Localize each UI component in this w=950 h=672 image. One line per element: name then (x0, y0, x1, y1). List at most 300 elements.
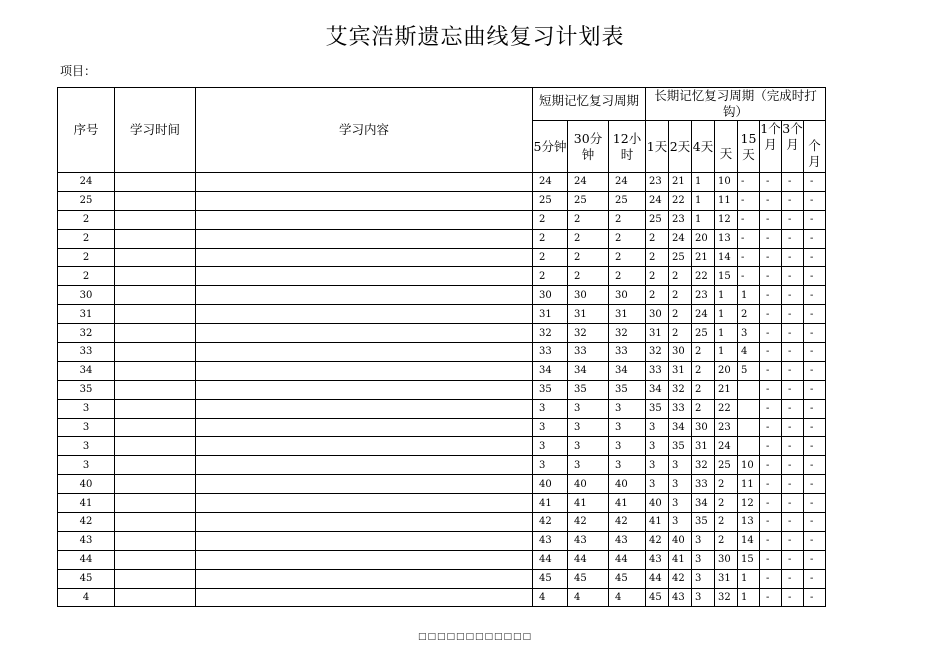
cell-seq: 4 (58, 588, 115, 607)
cell-s3: 41 (609, 494, 646, 513)
cell-study-time[interactable] (115, 210, 196, 229)
cell-l6: - (760, 437, 782, 456)
cell-l7: - (782, 418, 804, 437)
cell-s2: 44 (568, 550, 609, 569)
cell-l5: 10 (738, 456, 760, 475)
header-3month: 3个月 (782, 121, 804, 173)
cell-s1: 2 (533, 248, 568, 267)
cell-l5: - (738, 191, 760, 210)
cell-l4: 15 (715, 267, 738, 286)
cell-l6: - (760, 569, 782, 588)
cell-l3: 3 (692, 531, 715, 550)
cell-study-time[interactable] (115, 286, 196, 305)
cell-l1: 2 (646, 229, 669, 248)
cell-l8: - (804, 343, 826, 362)
cell-l4: 2 (715, 531, 738, 550)
review-plan-table (57, 87, 826, 607)
cell-l8: - (804, 494, 826, 513)
cell-l7: - (782, 588, 804, 607)
cell-l6: - (760, 267, 782, 286)
cell-l4: 1 (715, 305, 738, 324)
cell-l2: 32 (669, 380, 692, 399)
cell-l6: - (760, 286, 782, 305)
cell-l2: 42 (669, 569, 692, 588)
cell-l1: 34 (646, 380, 669, 399)
cell-seq: 32 (58, 324, 115, 343)
cell-s2: 40 (568, 475, 609, 494)
cell-l4: 21 (715, 380, 738, 399)
cell-study-time[interactable] (115, 324, 196, 343)
table-row (58, 531, 826, 550)
cell-l5: 13 (738, 513, 760, 532)
cell-l3: 31 (692, 437, 715, 456)
cell-study-time[interactable] (115, 588, 196, 607)
cell-l6: - (760, 210, 782, 229)
cell-l4: 30 (715, 550, 738, 569)
cell-l2: 35 (669, 437, 692, 456)
cell-content[interactable] (196, 286, 533, 305)
cell-l8: - (804, 380, 826, 399)
cell-l8: - (804, 286, 826, 305)
cell-l7: - (782, 305, 804, 324)
cell-content[interactable] (196, 399, 533, 418)
cell-l8: - (804, 456, 826, 475)
cell-l2: 31 (669, 361, 692, 380)
cell-s2: 2 (568, 229, 609, 248)
cell-s1: 42 (533, 513, 568, 532)
table-row (58, 475, 826, 494)
cell-s2: 25 (568, 191, 609, 210)
cell-content[interactable] (196, 456, 533, 475)
cell-s1: 3 (533, 399, 568, 418)
cell-s1: 34 (533, 361, 568, 380)
cell-l8: - (804, 399, 826, 418)
cell-seq: 41 (58, 494, 115, 513)
cell-s3: 24 (609, 173, 646, 192)
cell-l7: - (782, 475, 804, 494)
cell-l2: 24 (669, 229, 692, 248)
cell-l3: 3 (692, 588, 715, 607)
cell-l2: 43 (669, 588, 692, 607)
cell-s1: 32 (533, 324, 568, 343)
cell-l1: 35 (646, 399, 669, 418)
cell-l4: 20 (715, 361, 738, 380)
cell-study-time[interactable] (115, 437, 196, 456)
cell-seq: 45 (58, 569, 115, 588)
cell-seq: 42 (58, 513, 115, 532)
cell-l8: - (804, 513, 826, 532)
cell-study-time[interactable] (115, 380, 196, 399)
cell-study-time[interactable] (115, 569, 196, 588)
cell-content[interactable] (196, 343, 533, 362)
table-row (58, 494, 826, 513)
table-row (58, 456, 826, 475)
cell-s3: 3 (609, 456, 646, 475)
cell-l1: 24 (646, 191, 669, 210)
cell-l8: - (804, 173, 826, 192)
cell-l2: 2 (669, 286, 692, 305)
cell-l5 (738, 380, 760, 399)
cell-l7: - (782, 324, 804, 343)
cell-l4: 1 (715, 286, 738, 305)
cell-s1: 3 (533, 437, 568, 456)
header-1day: 1天 (646, 121, 669, 173)
cell-study-time[interactable] (115, 361, 196, 380)
cell-s1: 44 (533, 550, 568, 569)
cell-l4: 31 (715, 569, 738, 588)
cell-content[interactable] (196, 210, 533, 229)
cell-l8: - (804, 248, 826, 267)
cell-s3: 43 (609, 531, 646, 550)
cell-l2: 33 (669, 399, 692, 418)
cell-study-time[interactable] (115, 494, 196, 513)
cell-l4: 32 (715, 588, 738, 607)
cell-l6: - (760, 531, 782, 550)
cell-content[interactable] (196, 191, 533, 210)
cell-l4: 1 (715, 324, 738, 343)
header-study-time: 学习时间 (115, 88, 196, 173)
cell-content[interactable] (196, 305, 533, 324)
cell-s2: 42 (568, 513, 609, 532)
cell-study-time[interactable] (115, 191, 196, 210)
cell-l7: - (782, 513, 804, 532)
page-footer: □□□□□□□□□□□□ (417, 632, 533, 642)
cell-l4: 23 (715, 418, 738, 437)
cell-l4: 2 (715, 475, 738, 494)
cell-s1: 4 (533, 588, 568, 607)
cell-s1: 31 (533, 305, 568, 324)
cell-s3: 2 (609, 229, 646, 248)
cell-l8: - (804, 475, 826, 494)
cell-l7: - (782, 173, 804, 192)
cell-l2: 23 (669, 210, 692, 229)
cell-seq: 3 (58, 418, 115, 437)
cell-s1: 3 (533, 418, 568, 437)
table-row (58, 418, 826, 437)
cell-l8: - (804, 437, 826, 456)
cell-s1: 41 (533, 494, 568, 513)
cell-l2: 30 (669, 343, 692, 362)
cell-l3: 2 (692, 399, 715, 418)
table-row (58, 267, 826, 286)
cell-s3: 25 (609, 191, 646, 210)
cell-l2: 40 (669, 531, 692, 550)
cell-l8: - (804, 550, 826, 569)
cell-l6: - (760, 456, 782, 475)
cell-l5: 14 (738, 531, 760, 550)
cell-l6: - (760, 418, 782, 437)
cell-s2: 41 (568, 494, 609, 513)
cell-s3: 45 (609, 569, 646, 588)
cell-l3: 2 (692, 343, 715, 362)
cell-l7: - (782, 191, 804, 210)
cell-l2: 2 (669, 267, 692, 286)
table-row (58, 305, 826, 324)
cell-seq: 33 (58, 343, 115, 362)
cell-l6: - (760, 513, 782, 532)
cell-l5 (738, 418, 760, 437)
cell-l1: 33 (646, 361, 669, 380)
cell-seq: 24 (58, 173, 115, 192)
cell-s2: 2 (568, 267, 609, 286)
cell-l8: - (804, 210, 826, 229)
cell-seq: 2 (58, 229, 115, 248)
cell-s3: 40 (609, 475, 646, 494)
cell-l2: 2 (669, 324, 692, 343)
table-row (58, 229, 826, 248)
cell-l7: - (782, 456, 804, 475)
cell-s3: 2 (609, 210, 646, 229)
cell-l3: 3 (692, 569, 715, 588)
cell-l5 (738, 437, 760, 456)
cell-l3: 34 (692, 494, 715, 513)
cell-content[interactable] (196, 361, 533, 380)
cell-content[interactable] (196, 229, 533, 248)
cell-l5: 15 (738, 550, 760, 569)
cell-l1: 2 (646, 267, 669, 286)
cell-study-time[interactable] (115, 513, 196, 532)
cell-study-time[interactable] (115, 531, 196, 550)
cell-l6: - (760, 494, 782, 513)
cell-content[interactable] (196, 380, 533, 399)
cell-l5: 3 (738, 324, 760, 343)
cell-s2: 3 (568, 437, 609, 456)
cell-l5: 1 (738, 588, 760, 607)
cell-l5: 5 (738, 361, 760, 380)
cell-study-time[interactable] (115, 305, 196, 324)
cell-content[interactable] (196, 494, 533, 513)
cell-s3: 2 (609, 267, 646, 286)
cell-l1: 32 (646, 343, 669, 362)
cell-l4: 25 (715, 456, 738, 475)
cell-l1: 3 (646, 418, 669, 437)
cell-l5: - (738, 210, 760, 229)
cell-content[interactable] (196, 475, 533, 494)
table-row (58, 173, 826, 192)
cell-s2: 43 (568, 531, 609, 550)
cell-l2: 3 (669, 475, 692, 494)
table-row (58, 550, 826, 569)
cell-s1: 43 (533, 531, 568, 550)
cell-l3: 25 (692, 324, 715, 343)
cell-l5: - (738, 173, 760, 192)
cell-s2: 31 (568, 305, 609, 324)
cell-s2: 24 (568, 173, 609, 192)
cell-seq: 3 (58, 399, 115, 418)
cell-l5: 2 (738, 305, 760, 324)
cell-content[interactable] (196, 324, 533, 343)
cell-l7: - (782, 210, 804, 229)
cell-l3: 20 (692, 229, 715, 248)
cell-l4: 22 (715, 399, 738, 418)
cell-s1: 30 (533, 286, 568, 305)
cell-s2: 32 (568, 324, 609, 343)
cell-l1: 44 (646, 569, 669, 588)
cell-l2: 2 (669, 305, 692, 324)
cell-s3: 34 (609, 361, 646, 380)
cell-l7: - (782, 229, 804, 248)
header-short-term-group: 短期记忆复习周期 (533, 88, 646, 121)
cell-l6: - (760, 550, 782, 569)
cell-l1: 45 (646, 588, 669, 607)
cell-content[interactable] (196, 513, 533, 532)
cell-seq: 40 (58, 475, 115, 494)
cell-content[interactable] (196, 588, 533, 607)
cell-seq: 25 (58, 191, 115, 210)
cell-l1: 2 (646, 286, 669, 305)
cell-s1: 2 (533, 267, 568, 286)
cell-s1: 2 (533, 210, 568, 229)
cell-l7: - (782, 267, 804, 286)
cell-l7: - (782, 494, 804, 513)
cell-l1: 30 (646, 305, 669, 324)
cell-study-time[interactable] (115, 267, 196, 286)
cell-l1: 23 (646, 173, 669, 192)
cell-s2: 3 (568, 456, 609, 475)
cell-content[interactable] (196, 550, 533, 569)
table-row (58, 380, 826, 399)
cell-study-time[interactable] (115, 343, 196, 362)
cell-study-time[interactable] (115, 456, 196, 475)
header-long-term-group: 长期记忆复习周期（完成时打钩） (646, 88, 826, 121)
page-title: 艾宾浩斯遗忘曲线复习计划表 (325, 25, 625, 50)
cell-l3: 22 (692, 267, 715, 286)
header-seq: 序号 (58, 88, 115, 173)
table-row (58, 361, 826, 380)
cell-study-time[interactable] (115, 550, 196, 569)
cell-l7: - (782, 343, 804, 362)
cell-s1: 40 (533, 475, 568, 494)
cell-s1: 2 (533, 229, 568, 248)
cell-study-time[interactable] (115, 475, 196, 494)
table-row (58, 437, 826, 456)
cell-s2: 2 (568, 210, 609, 229)
cell-l5: 1 (738, 569, 760, 588)
table-row (58, 513, 826, 532)
cell-l2: 3 (669, 456, 692, 475)
cell-s1: 25 (533, 191, 568, 210)
cell-study-time[interactable] (115, 229, 196, 248)
cell-l8: - (804, 267, 826, 286)
cell-s3: 35 (609, 380, 646, 399)
cell-s2: 3 (568, 399, 609, 418)
cell-l4: 11 (715, 191, 738, 210)
cell-l3: 3 (692, 550, 715, 569)
cell-l3: 2 (692, 380, 715, 399)
cell-l7: - (782, 248, 804, 267)
cell-s1: 3 (533, 456, 568, 475)
cell-l8: - (804, 569, 826, 588)
cell-l4: 24 (715, 437, 738, 456)
cell-l8: - (804, 324, 826, 343)
cell-l6: - (760, 191, 782, 210)
cell-l5: 1 (738, 286, 760, 305)
cell-content[interactable] (196, 437, 533, 456)
cell-content[interactable] (196, 173, 533, 192)
cell-content[interactable] (196, 248, 533, 267)
cell-l1: 3 (646, 437, 669, 456)
cell-l2: 34 (669, 418, 692, 437)
cell-seq: 3 (58, 437, 115, 456)
cell-s1: 33 (533, 343, 568, 362)
cell-l5: - (738, 229, 760, 248)
cell-s3: 3 (609, 437, 646, 456)
cell-content[interactable] (196, 531, 533, 550)
cell-l4: 10 (715, 173, 738, 192)
header-month: 个月 (804, 121, 826, 173)
cell-l8: - (804, 361, 826, 380)
cell-s3: 32 (609, 324, 646, 343)
cell-l1: 2 (646, 248, 669, 267)
project-label: 项目： (60, 64, 97, 78)
cell-l6: - (760, 229, 782, 248)
cell-l2: 25 (669, 248, 692, 267)
cell-l7: - (782, 531, 804, 550)
cell-l1: 43 (646, 550, 669, 569)
header-15day: 15天 (738, 121, 760, 173)
cell-study-time[interactable] (115, 399, 196, 418)
cell-study-time[interactable] (115, 418, 196, 437)
cell-l1: 25 (646, 210, 669, 229)
cell-s3: 3 (609, 399, 646, 418)
cell-s3: 33 (609, 343, 646, 362)
cell-s2: 45 (568, 569, 609, 588)
cell-l1: 3 (646, 475, 669, 494)
cell-l6: - (760, 324, 782, 343)
cell-l7: - (782, 550, 804, 569)
cell-l3: 33 (692, 475, 715, 494)
cell-content[interactable] (196, 418, 533, 437)
cell-study-time[interactable] (115, 173, 196, 192)
table-row (58, 343, 826, 362)
cell-s3: 44 (609, 550, 646, 569)
cell-s2: 3 (568, 418, 609, 437)
header-1month: 1个月 (760, 121, 782, 173)
header-2day: 2天 (669, 121, 692, 173)
cell-seq: 34 (58, 361, 115, 380)
cell-l5: - (738, 248, 760, 267)
cell-s3: 42 (609, 513, 646, 532)
table-row (58, 248, 826, 267)
cell-content[interactable] (196, 569, 533, 588)
cell-l3: 24 (692, 305, 715, 324)
cell-l3: 30 (692, 418, 715, 437)
cell-l3: 1 (692, 210, 715, 229)
cell-l2: 21 (669, 173, 692, 192)
cell-l3: 35 (692, 513, 715, 532)
cell-l3: 23 (692, 286, 715, 305)
header-5min: 5分钟 (533, 121, 568, 173)
header-content: 学习内容 (196, 88, 533, 173)
cell-l1: 42 (646, 531, 669, 550)
cell-l6: - (760, 173, 782, 192)
cell-l3: 1 (692, 191, 715, 210)
cell-seq: 44 (58, 550, 115, 569)
table-row (58, 399, 826, 418)
cell-content[interactable] (196, 267, 533, 286)
cell-l6: - (760, 380, 782, 399)
cell-l1: 41 (646, 513, 669, 532)
cell-l6: - (760, 399, 782, 418)
cell-l6: - (760, 305, 782, 324)
cell-s3: 2 (609, 248, 646, 267)
header-4day: 4天 (692, 121, 715, 173)
cell-s2: 4 (568, 588, 609, 607)
cell-l2: 3 (669, 513, 692, 532)
cell-l5 (738, 399, 760, 418)
cell-l5: 11 (738, 475, 760, 494)
cell-study-time[interactable] (115, 248, 196, 267)
